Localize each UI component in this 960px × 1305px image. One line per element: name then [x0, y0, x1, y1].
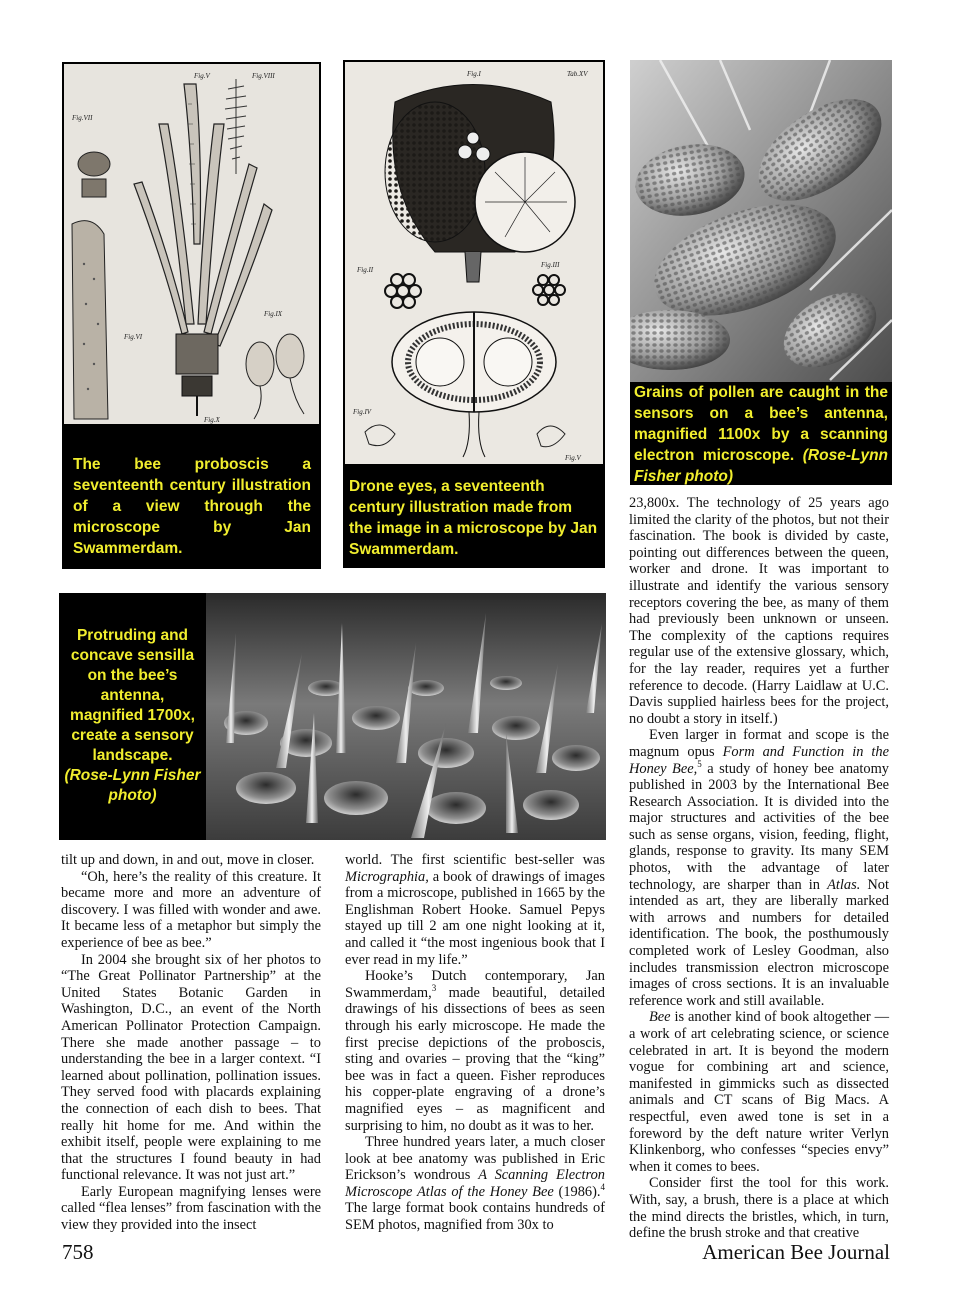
right-para-4: Consider first the tool for this work. With, say, a brush, there is a place at which the mind directs the bristles, which, in turn, define the brush stroke and that creative: [629, 1175, 889, 1242]
text-column-left: [61, 852, 321, 1234]
sensilla-caption-text: Protruding and concave sensilla on the bee’s antenna, magnified 1700x, create a sensory landscape.: [70, 627, 195, 764]
middle-para-1: world. The first scientific best-seller was Micrographia, a book of drawings of images from a microscope, published in 1665 by the Englishman Robert Hooke. Samuel Pepys stayed up till 2 am one night looking at it, and called it “the most ingenious book that I ever read in my life.”: [345, 852, 605, 968]
sensilla-caption-credit: (Rose-Lynn Fisher photo): [64, 767, 201, 804]
left-para-3: In 2004 she brought six of her photos to “The Great Pollinator Partnership” at the United States Botanic Garden in Washington, D.C., an event of the North American Pollinator Protection Campaign. There she made another passage – to understanding the bee in a larger context. “I learned about pollination, pollination issues. They served food with placards explaining the connection of each dish to bees. That really hit home for me. And within the exhibit itself, people were explaining to me that the structures I found beauty in had functional relevance. It was not just art.”: [61, 951, 321, 1184]
text-column-middle: [345, 852, 605, 1234]
proboscis-caption-text: The bee proboscis a seventeenth century illustration of a view through the microscope by Jan Swammerdam.: [73, 456, 311, 557]
plate-label-fig-iv: Fig.IV: [353, 408, 372, 416]
pollen-caption: [630, 382, 892, 485]
plate-label-fig-i: Fig.I: [467, 70, 481, 78]
plate-label-fig-vii: Fig.VII: [72, 114, 93, 122]
pollen-figure: [630, 60, 892, 485]
sensilla-sem-photo: [206, 593, 606, 840]
plate-label-fig-ix: Fig.IX: [264, 310, 283, 318]
plate-label-fig-v: Fig.V: [194, 72, 210, 80]
sensilla-caption: [59, 593, 206, 840]
middle-para-3: Three hundred years later, a much closer look at bee anatomy was published in Eric Erickson’s wondrous A Scanning Electron Microscope Atlas of the Honey Bee (1986).$^4$ The large format book contains hundreds of SEM photos, magnified from 30x to: [345, 1134, 606, 1234]
plate-label-tab-xv: Tab.XV: [567, 70, 588, 78]
pollen-caption-credit: (Rose-Lynn Fisher photo): [634, 447, 889, 485]
middle-para-2: Hooke’s Dutch contemporary, Jan Swammerdam,$^3$ made beautiful, detailed drawings of his dissections of bees as seen through his early microscope. He made the first precise depictions of the proboscis, sting and ovaries – proving that the “king” bee was in fact a queen. Fisher reproduces his copper-plate engraving of a drone’s magnified eyes – as magnificent and surprising to him, no doubt as it was to her.: [345, 968, 605, 1134]
plate-label-fig-viii: Fig.VIII: [252, 72, 275, 80]
sensilla-figure: [59, 593, 606, 840]
page-number: 758: [62, 1240, 94, 1264]
drone-eyes-caption: [345, 464, 603, 566]
left-para-4: Early European magnifying lenses were called “flea lenses” from fascination with the view they provided into the insect: [61, 1183, 321, 1234]
left-para-1: tilt up and down, in and out, move in closer.: [61, 852, 315, 868]
drone-eyes-caption-text: Drone eyes, a seventeenth century illustration made from the image in a microscope by Jan Swammerdam.: [349, 478, 598, 558]
plate-label-fig-ii: Fig.II: [357, 266, 374, 274]
plate-label-fig-iii: Fig.III: [541, 261, 560, 269]
left-para-2: “Oh, here’s the reality of this creature. It became more and more an adventure of discovery. I was filled with wonder and awe. It became less of a metaphor but simply the experience of bee as bee.”: [61, 868, 321, 951]
proboscis-engraving: [64, 64, 319, 424]
drone-eyes-engraving: [345, 62, 603, 464]
right-para-3: Bee is another kind of book altogether — a work of art celebrating science, or science celebrated in art. It is beyond the modern vogue for combining art and science, manifested in gimmicks such as dissected animals and CT scans of Big Macs. A respectful, even awed tone is set in a foreword by the deft nature writer Verlyn Klinkenborg, who confesses “species envy” when it comes to bees.: [629, 1009, 889, 1175]
text-column-right: [629, 495, 889, 1242]
right-para-2: Even larger in format and scope is the magnum opus Form and Function in the Honey Bee,$^5$ a study of honey bee anatomy published in 2003 by the International Bee Research Association. It is divided into the major structures and activities of the bee such as sense organs, vision, feeding, flight, glands, response to gravity. Its many SEM photos, with the advantage of later technology, are sharper than in Atlas. Not intended as art, they are liberally marked with arrows and numbers for detailed identification. The book, the posthumously completed work of Lesley Goodman, also includes transmission electron microscope images of cross sections. It is an invaluable reference work and still available.: [629, 727, 890, 1009]
proboscis-figure: [62, 62, 321, 569]
drone-eyes-figure: [343, 60, 605, 568]
pollen-caption-text: Grains of pollen are caught in the sensors on a bee’s antenna, magnified 1100x by a scanning electron microscope.: [634, 384, 888, 464]
pollen-sem-photo: [630, 60, 892, 382]
proboscis-caption: [64, 424, 319, 567]
plate-label-fig-v: Fig.V: [565, 454, 581, 462]
right-para-1: 23,800x. The technology of 25 years ago limited the clarity of the photos, but not their fascination. The book is divided by caste, pointing out differences between the queen, worker and drone. It was important to illustrate and identify the various sensory receptors covering the bee, as many of them had previously been unknown or unseen. The complexity of the captions requires regular use of the extensive glossary, which, for the lay reader, requires yet a further reference to decode. (Harry Laidlaw at U.C. Davis supplied hairless bees for the project, no doubt a story in itself.): [629, 495, 889, 727]
journal-title: American Bee Journal: [702, 1240, 890, 1264]
plate-label-fig-vi: Fig.VI: [124, 333, 143, 341]
plate-label-fig-x: Fig.X: [204, 416, 220, 424]
